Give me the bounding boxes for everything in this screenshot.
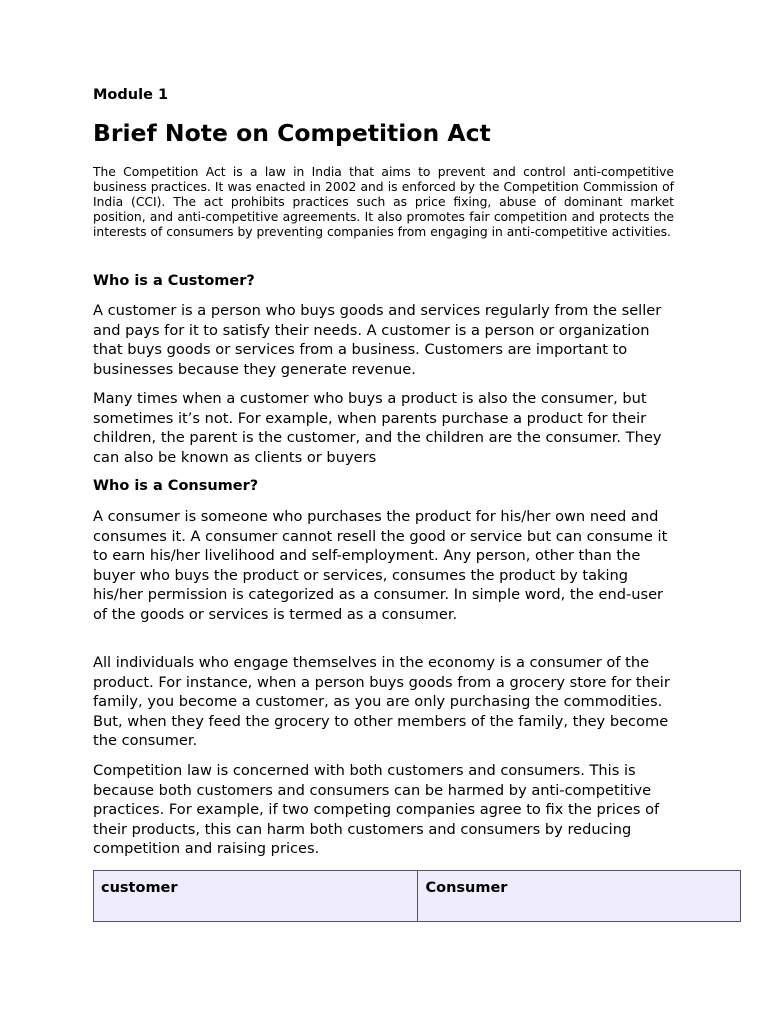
- table-header-consumer: Consumer: [418, 871, 741, 922]
- table-header-row: [94, 871, 741, 922]
- document-title: Brief Note on Competition Act: [93, 119, 491, 147]
- customer-paragraph-1: A customer is a person who buys goods and services regularly from the seller and pays for it to satisfy their needs. A customer is a person or organization that buys goods or services from a business. Customers are important to businesses because they generate revenue.: [93, 302, 662, 378]
- customer-paragraph-2: Many times when a customer who buys a product is also the consumer, but sometimes it’s not. For example, when parents purchase a product for their children, the parent is the customer, and the children are the consumer. They can also be known as clients or buyers: [93, 390, 662, 466]
- table-header-customer: customer: [94, 871, 418, 922]
- competition-law-paragraph: Competition law is concerned with both customers and consumers. This is because both customers and consumers can be harmed by anti-competitive practices. For example, if two competing companies agree to fix the prices of their products, this can harm both customers and consumers by reducing competition and raising prices.: [93, 762, 660, 858]
- intro-paragraph: The Competition Act is a law in India that aims to prevent and control anti-competitive business practices. It was enacted in 2002 and is enforced by the Competition Commission of India (CCI). The act prohibits practices such as price fixing, abuse of dominant market position, and anti-competitive agreements. It also promotes fair competition and protects the interests of consumers by preventing companies from engaging in anti-competitive activities.: [93, 165, 674, 239]
- consumer-heading: Who is a Consumer?: [93, 478, 259, 494]
- consumer-paragraph-1: A consumer is someone who purchases the product for his/her own need and consumes it. A consumer cannot resell the good or service but can consume it to earn his/her livelihood and self-employment. Any person, other than the buyer who buys the product or services, consumes the product by taking his/her permission is categorized as a consumer. In simple word, the end-user of the goods or services is termed as a consumer.: [93, 508, 668, 623]
- customer-heading: Who is a Customer?: [93, 273, 255, 289]
- comparison-table: [93, 870, 741, 922]
- consumer-paragraph-2: All individuals who engage themselves in the economy is a consumer of the product. For instance, when a person buys goods from a grocery store for their family, you become a customer, as you are only purchasing the commodities. But, when they feed the grocery to other members of the family, they become the consumer.: [93, 654, 670, 750]
- module-label: Module 1: [93, 87, 169, 103]
